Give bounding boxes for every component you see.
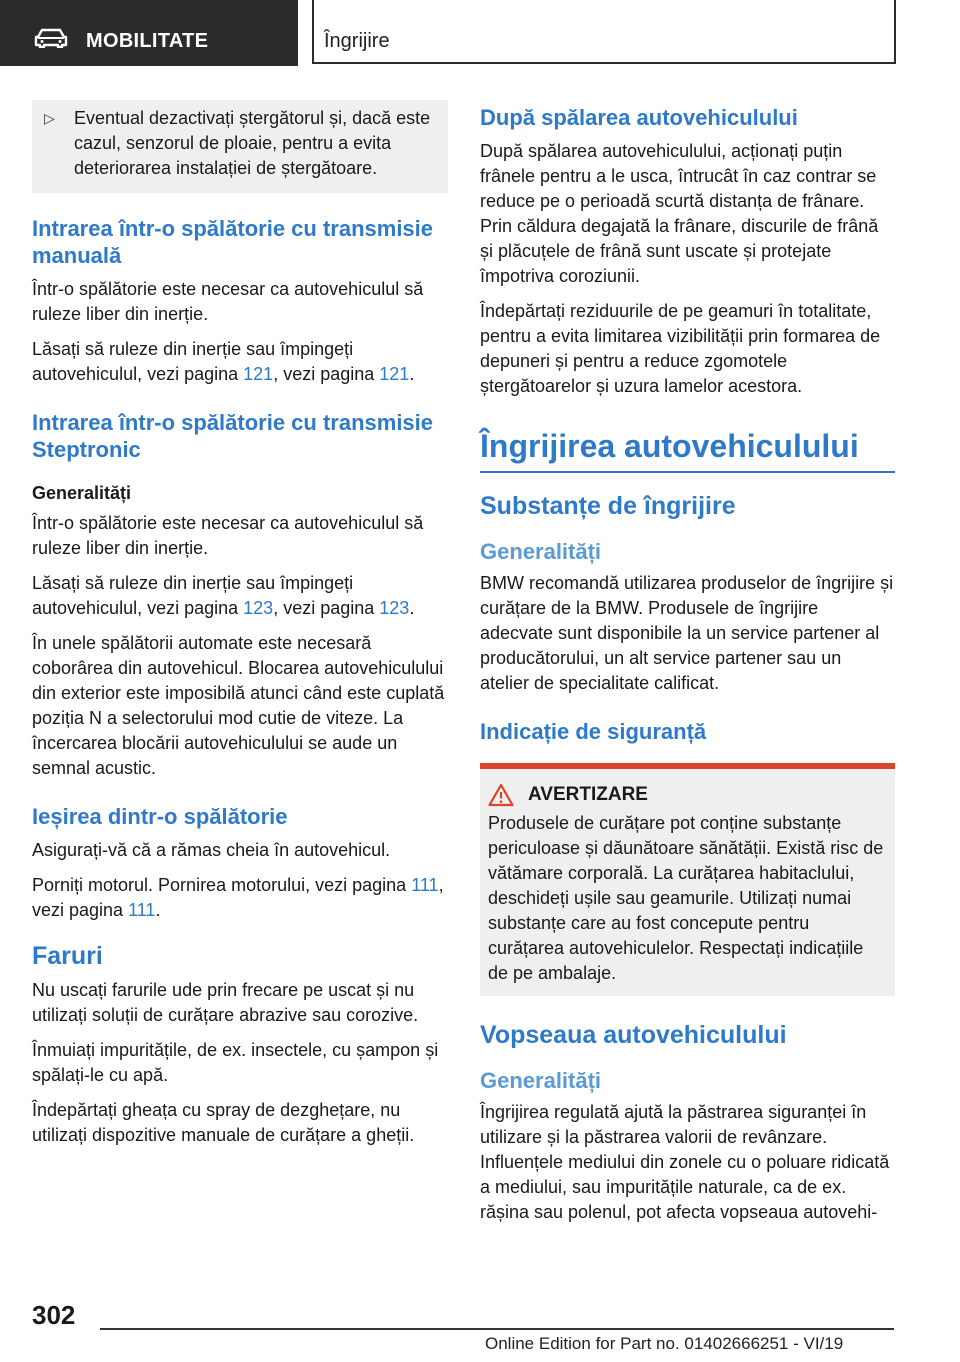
chapter-title: Îngrijire (324, 30, 390, 52)
heading-manual-wash: Intrarea într-o spălătorie cu transmisie manuală (32, 216, 434, 268)
paragraph: Lăsați să ruleze din inerție sau împingeți autovehiculul, vezi pagina 121, vezi pagina 121. (32, 339, 415, 384)
heading-general: Generalități (480, 1068, 602, 1093)
page-link[interactable]: 123 (379, 598, 410, 618)
warning-box (480, 763, 895, 996)
heading-care-products: Substanțe de îngrijire (480, 492, 736, 520)
page-number: 302 (32, 1300, 76, 1330)
heading-after-wash: După spălarea autovehiculului (480, 105, 798, 130)
tip-box (32, 100, 448, 193)
heading-exit-wash: Ieșirea dintr-o spălătorie (32, 804, 288, 829)
page-link[interactable]: 111 (128, 900, 156, 920)
heading-general: Generalități (480, 539, 602, 564)
heading-paint: Vopseaua autovehiculului (480, 1021, 787, 1049)
edition-note: Online Edition for Part no. 01402666251 - VI/19 (485, 1334, 844, 1353)
heading-headlights: Faruri (32, 942, 103, 970)
section-tab (0, 0, 298, 66)
left-column (32, 100, 448, 1158)
heading-vehicle-care: Îngrijirea autovehiculului (480, 427, 895, 473)
section-title: MOBILITATE (86, 30, 209, 52)
heading-steptronic-wash: Intrarea într-o spălătorie cu transmisie Steptronic (32, 410, 434, 462)
paragraph: În unele spălătorii automate este necesară coborârea din autovehicul. Blocarea autovehiculului din exterior este imposibilă atunci când este cuplată poziția N a selectorului mod cutie de viteze. La încercarea blocării autovehiculului se aude un semnal acustic. (32, 633, 445, 778)
page-link[interactable]: 121 (379, 364, 410, 384)
paragraph: Înmuiați impuritățile, de ex. insectele, cu șampon și spălați-le cu apă. (32, 1040, 439, 1085)
right-column (480, 100, 895, 1235)
paragraph: Nu uscați farurile ude prin frecare pe uscat și nu utilizați soluții de curățare abrazive sau corozive. (32, 980, 419, 1025)
paragraph: BMW recomandă utilizarea produselor de îngrijire și curățare de la BMW. Produsele de îngrijire adecvate sunt disponibile la un service partener al producătorului, un alt service partener sau un atelier de specialitate calificat. (480, 573, 894, 693)
paragraph: Lăsați să ruleze din inerție sau împingeți autovehiculul, vezi pagina 123, vezi pagina 123. (32, 573, 415, 618)
car-icon (34, 28, 68, 48)
chapter-header (312, 0, 896, 64)
paragraph: Îndepărtați reziduurile de pe geamuri în totalitate, pentru a evita limitarea vizibilității prin formarea de depuneri și pentru a reduce zgomotele ștergătoarelor și uzura lamelor acestora. (480, 301, 881, 396)
paragraph: Îngrijirea regulată ajută la păstrarea siguranței în utilizare și la păstrarea valorii de revânzare. Influențele mediului din zonele cu o poluare ridicată a mediului, sau impuritățile naturale, ca de ex. rășina sau polenul, pot afecta vopseaua autovehi- (480, 1102, 890, 1222)
page-link[interactable]: 121 (243, 364, 274, 384)
page-link[interactable]: 123 (243, 598, 274, 618)
page-link[interactable]: 111 (411, 875, 439, 895)
paragraph: După spălarea autovehiculului, acționați puțin frânele pentru a le usca, întrucât în caz contrar se reduce pe o perioadă scurtă distanța de frânare. Prin căldura degajată la frânare, discurile de frână și plăcuțele de frână sunt uscate și protejate împotriva coroziunii. (480, 141, 879, 286)
heading-general: Generalități (32, 483, 132, 503)
tip-text: Eventual dezactivați ștergătorul și, dacă este cazul, senzorul de ploaie, pentru a evita deteriorarea instalației de ștergătoare. (74, 108, 431, 178)
paragraph: Într-o spălătorie este necesar ca autovehiculul să ruleze liber din inerție. (32, 279, 424, 324)
paragraph: Îndepărtați gheața cu spray de dezghețare, nu utilizați dispozitive manuale de curățare a gheții. (32, 1100, 415, 1145)
warning-triangle-icon (488, 783, 514, 807)
paragraph: Asigurați-vă că a rămas cheia în autovehicul. (32, 840, 391, 860)
triangle-bullet-icon: ▷ (44, 110, 55, 126)
warning-text: Produsele de curățare pot conține substanțe periculoase și dăunătoare sănătății. Există risc de vătămare corporală. La curățarea habitaclului, deschideți ușile sau geamurile. Utilizați numai substanțe care au fost concepute pentru curățarea autovehiculelor. Respectați indicațiile de pe ambalaje. (488, 813, 884, 983)
warning-title: AVERTIZARE (528, 784, 648, 805)
paragraph: Într-o spălătorie este necesar ca autovehiculul să ruleze liber din inerție. (32, 513, 424, 558)
footer-divider (100, 1328, 894, 1330)
paragraph: Porniți motorul. Pornirea motorului, vezi pagina 111, vezi pagina 111. (32, 875, 444, 920)
heading-safety-note: Indicație de siguranță (480, 719, 707, 744)
